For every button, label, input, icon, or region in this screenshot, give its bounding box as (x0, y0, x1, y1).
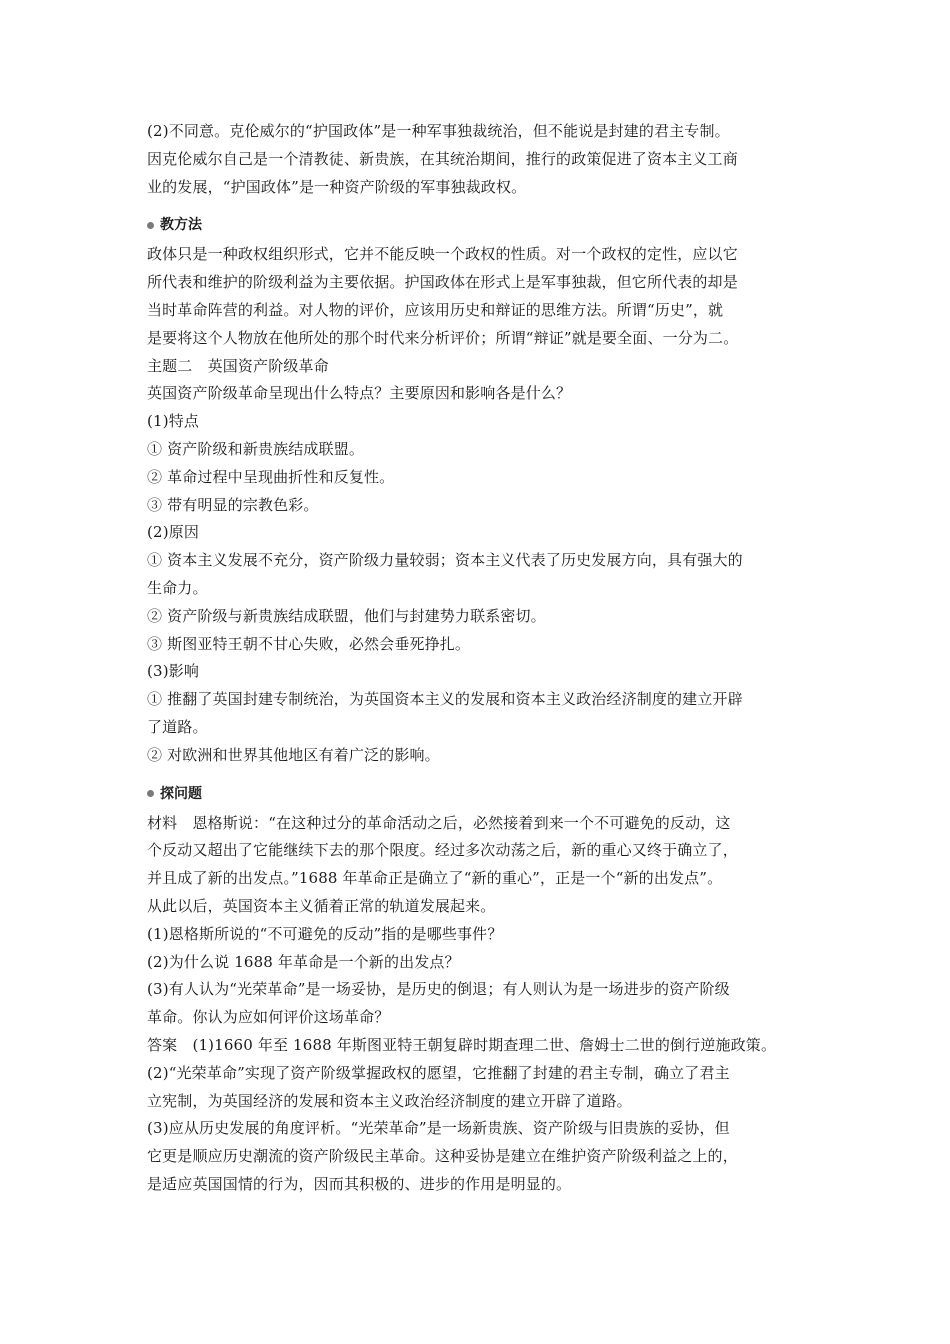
list-item: ① 推翻了英国封建专制统治，为英国资本主义的发展和资本主义政治经济制度的建立开辟 (147, 690, 743, 709)
section-heading-explore (147, 784, 817, 804)
question-item: (1)恩格斯所说的“不可避免的反动”指的是哪些事件？ (147, 924, 503, 943)
text-line: 并且成了新的出发点。”1688 年革命正是确立了“新的重心”，正是一个“新的出发点”。 (147, 869, 723, 888)
text-line: 所代表和维护的阶级利益为主要依据。护国政体在形式上是军事独裁，但它所代表的却是 (147, 273, 738, 292)
list-item: ① 资产阶级和新贵族结成联盟。 (147, 439, 365, 458)
list-item: ① 资本主义发展不充分，资产阶级力量较弱；资本主义代表了历史发展方向，具有强大的 (147, 551, 743, 570)
list-item-continued: 生命力。 (147, 578, 208, 597)
subheading: (2)原因 (147, 523, 199, 542)
list-item: ② 资产阶级与新贵族结成联盟，他们与封建势力联系密切。 (147, 606, 546, 625)
text-line: (2)不同意。克伦威尔的“护国政体”是一种军事独裁统治，但不能说是封建的君主专制。 (147, 122, 730, 140)
list-item: ③ 带有明显的宗教色彩。 (147, 495, 319, 514)
bullet-icon (147, 222, 154, 229)
list-item: ③ 斯图亚特王朝不甘心失败，必然会垂死挣扎。 (147, 634, 471, 653)
question-item: (3)有人认为“光荣革命”是一场妥协，是历史的倒退；有人则认为是一场进步的资产阶级 (147, 980, 730, 999)
answer-line: 是适应英国国情的行为，因而其积极的、进步的作用是明显的。 (147, 1174, 572, 1193)
answer-line: 它更是顺应历史潮流的资产阶级民主革命。这种妥协是建立在维护资产阶级利益之上的， (147, 1147, 738, 1166)
topic2-body (147, 353, 817, 770)
section-heading-teach-method (147, 215, 817, 235)
text-line: 当时革命阵营的利益。对人物的评价，应该用历史和辩证的思维方法。所谓“历史”，就 (147, 300, 724, 319)
list-item-continued: 了道路。 (147, 717, 208, 736)
text-line: 政体只是一种政权组织形式，它并不能反映一个政权的性质。对一个政权的定性，应以它 (147, 245, 738, 264)
answer-block-part2 (147, 118, 817, 201)
question-item-continued: 革命。你认为应如何评价这场革命？ (147, 1008, 390, 1027)
explore-body (147, 810, 817, 1199)
list-item: ② 革命过程中呈现曲折性和反复性。 (147, 467, 395, 486)
answer-line: (3)应从历史发展的角度评析。“光荣革命”是一场新贵族、资产阶级与旧贵族的妥协，但 (147, 1119, 730, 1138)
heading-label: 教方法 (160, 217, 202, 234)
document-page (147, 118, 817, 1199)
answer-line: (2)“光荣革命”实现了资产阶级掌握政权的愿望，它推翻了封建的君主专制，确立了君主 (147, 1063, 730, 1082)
subheading: (1)特点 (147, 412, 199, 431)
text-line: 材料 恩格斯说：“在这种过分的革命活动之后，必然接着到来一个不可避免的反动，这 (147, 813, 731, 832)
question-text: 英国资产阶级革命呈现出什么特点？主要原因和影响各是什么？ (147, 384, 572, 403)
text-line: 因克伦威尔自己是一个清教徒、新贵族，在其统治期间，推行的政策促进了资本主义工商 (147, 149, 738, 168)
text-line: 是要将这个人物放在他所处的那个时代来分析评价；所谓“辩证”就是要全面、一分为二。 (147, 328, 739, 347)
teach-method-body (147, 241, 817, 352)
text-line: 业的发展，“护国政体”是一种资产阶级的军事独裁政权。 (147, 177, 527, 196)
heading-label: 探问题 (160, 785, 202, 802)
text-line: 个反动又超出了它能继续下去的那个限度。经过多次动荡之后，新的重心又终于确立了， (147, 841, 738, 860)
list-item: ② 对欧洲和世界其他地区有着广泛的影响。 (147, 745, 440, 764)
text-line: 从此以后，英国资本主义循着正常的轨道发展起来。 (147, 896, 496, 915)
answer-line: 立宪制，为英国经济的发展和资本主义政治经济制度的建立开辟了道路。 (147, 1091, 632, 1110)
topic-title: 主题二 英国资产阶级革命 (147, 356, 329, 375)
question-item: (2)为什么说 1688 年革命是一个新的出发点？ (147, 952, 460, 971)
answer-line: 答案 (1)1660 年至 1688 年斯图亚特王朝复辟时期查理二世、詹姆士二世的倒行逆施政策。 (147, 1035, 777, 1054)
bullet-icon (147, 790, 154, 797)
subheading: (3)影响 (147, 662, 199, 681)
